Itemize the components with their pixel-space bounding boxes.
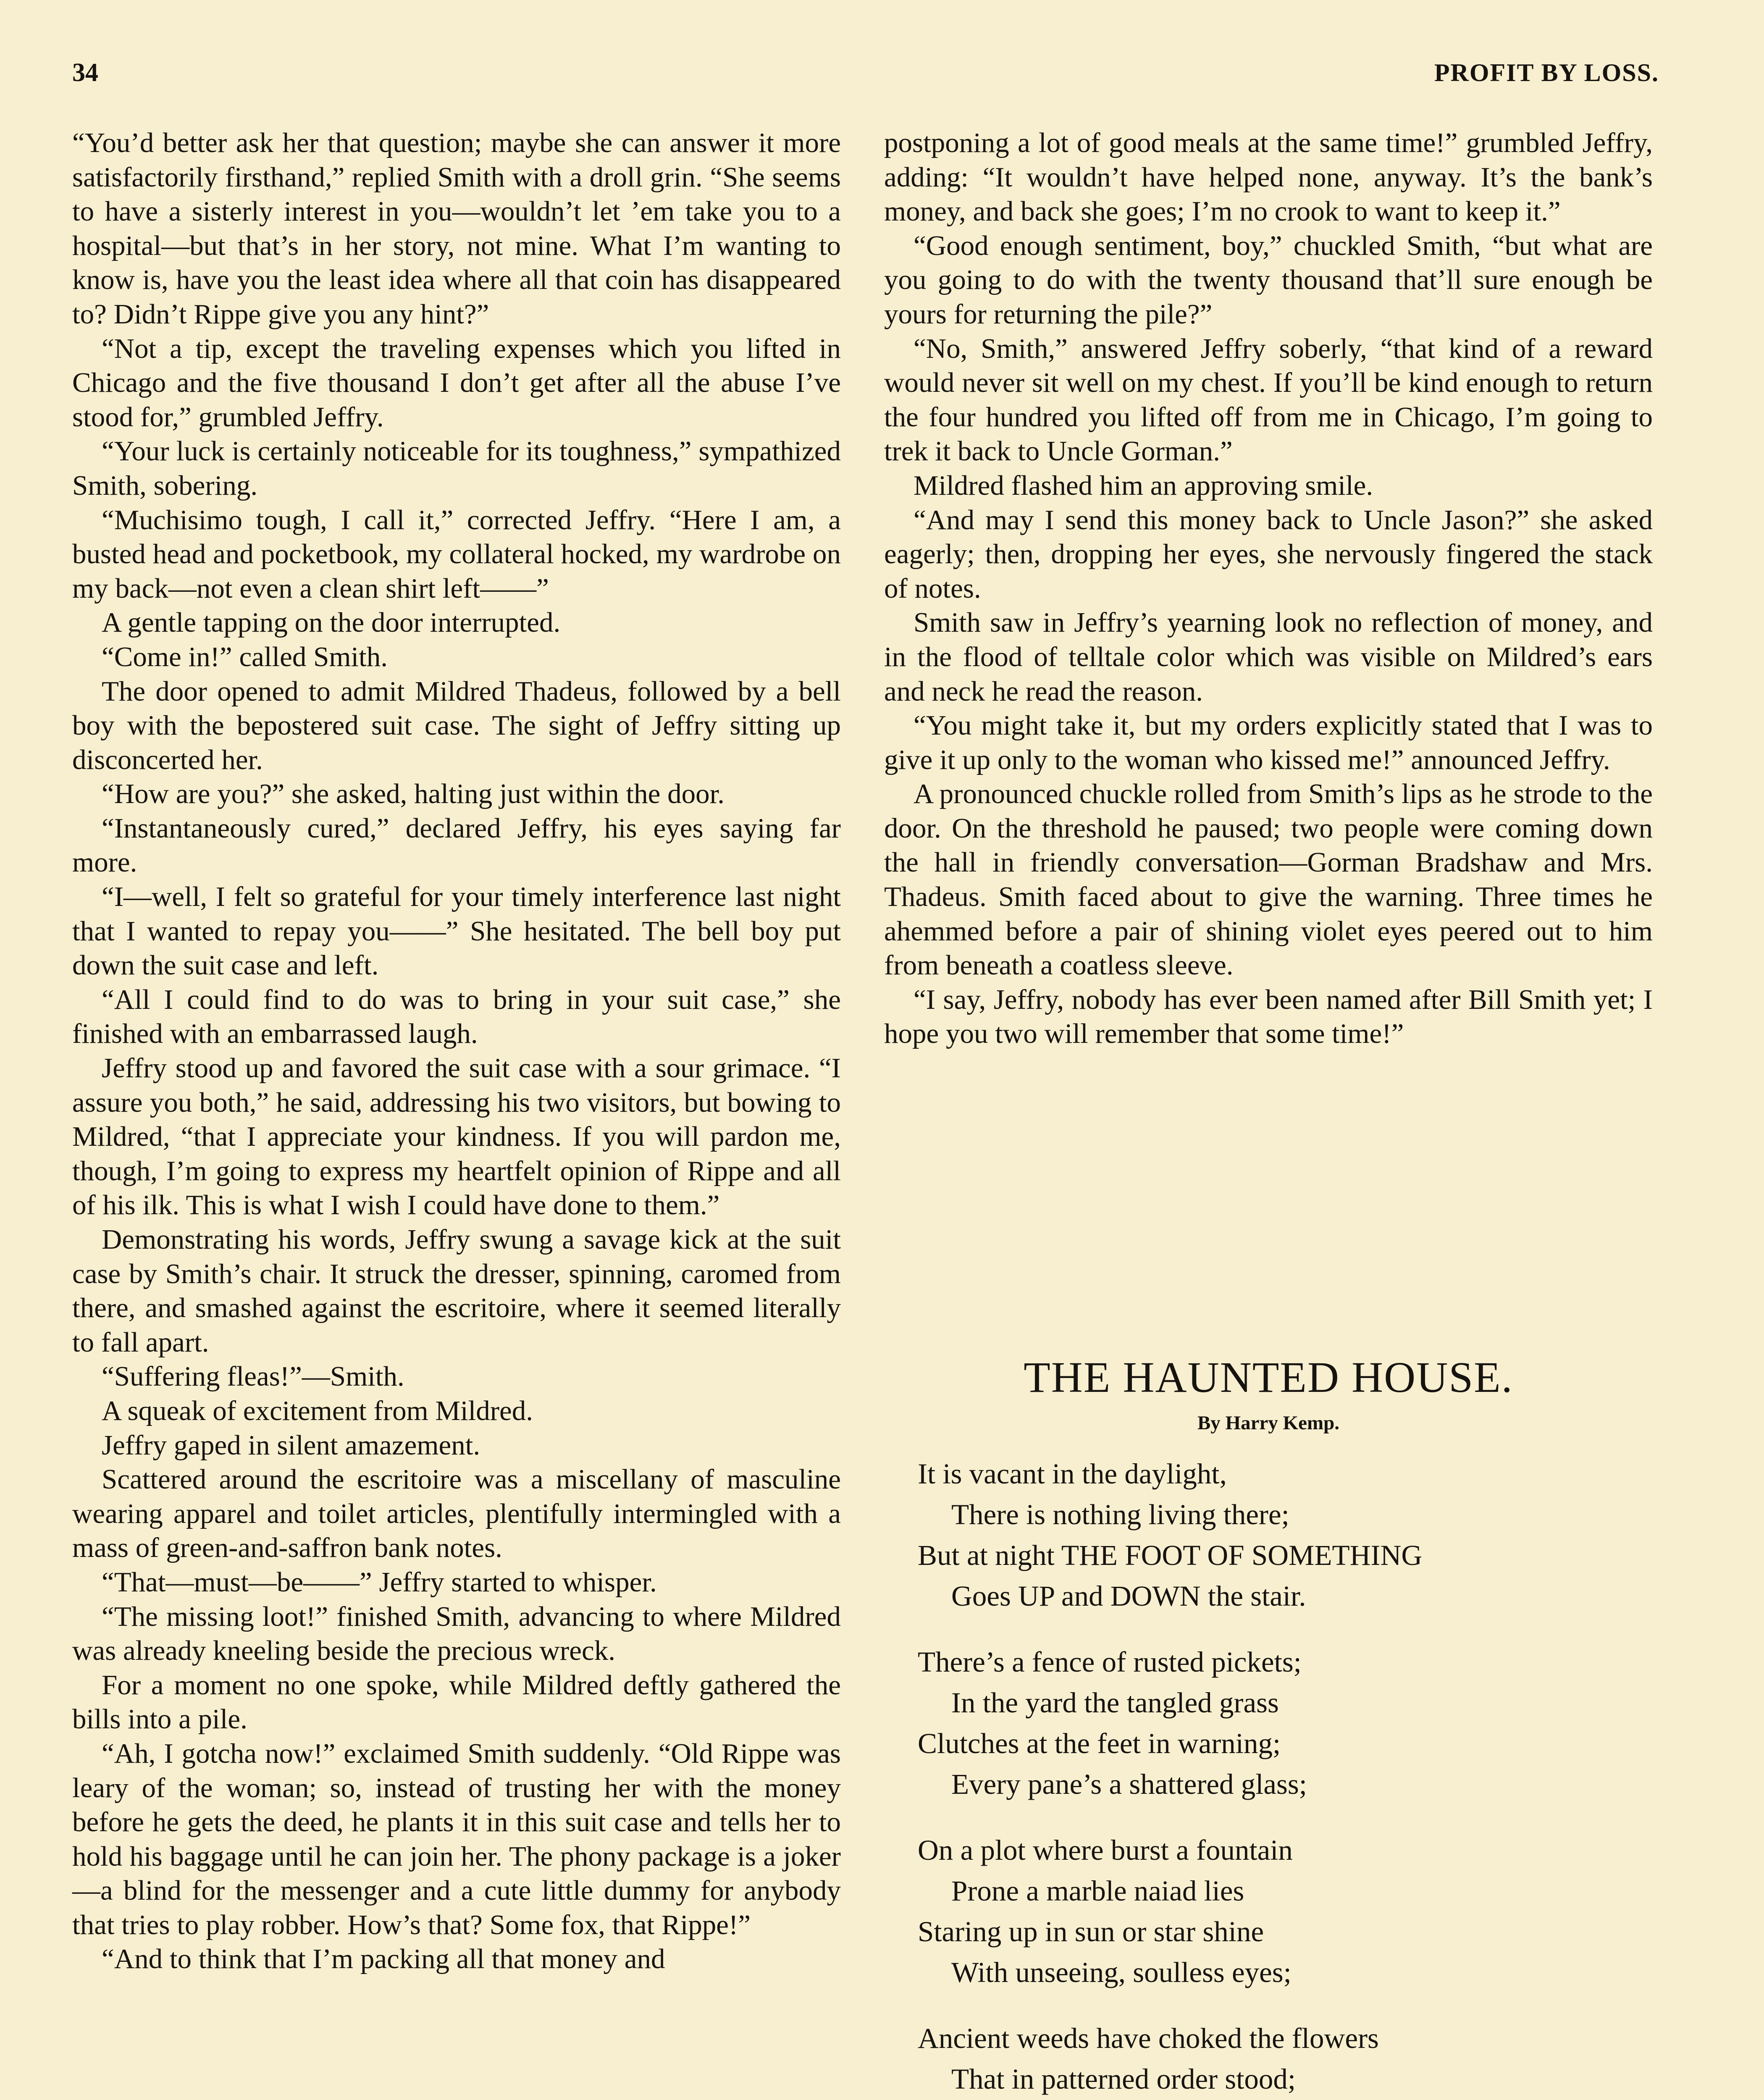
poem-line: It is vacant in the daylight, xyxy=(918,1458,1227,1490)
paragraph: postponing a lot of good meals at the same time!” grumbled Jeffry, adding: “It wouldn’t have helped none, anyway. It’s the bank’s money, and back she goes; I’m no crook to want to keep it.” xyxy=(884,127,1653,227)
poem-line: With unseeing, soulless eyes; xyxy=(951,1956,1292,1988)
poem-byline: By Harry Kemp. xyxy=(1197,1412,1340,1434)
poem xyxy=(884,1350,1653,2100)
paragraph: “No, Smith,” answered Jeffry soberly, “that kind of a reward would never sit well on my chest. If you’ll be kind enough to return the four hundred you lifted off from me in Chicago, I’m going to trek it back to Uncle Gorman.” xyxy=(884,333,1653,467)
paragraph: “Instantaneously cured,” declared Jeffry, his eyes saying far more. xyxy=(72,812,841,878)
paragraph: A pronounced chuckle rolled from Smith’s lips as he strode to the door. On the threshold he paused; two people were coming down the hall in friendly conversation—Gorman Bradshaw and Mrs. Thadeus. Smith faced about to give the warning. Three times he ahemmed before a pair of shining violet eyes peered out to him from beneath a coatless sleeve. xyxy=(884,778,1653,981)
paragraph: “All I could find to do was to bring in your suit case,” she finished with an embarrassed laugh. xyxy=(72,984,841,1050)
paragraph: A gentle tapping on the door interrupted. xyxy=(102,607,561,638)
page-number: 34 xyxy=(72,58,98,87)
paragraph: “Muchisimo tough, I call it,” corrected Jeffry. “Here I am, a busted head and pocketbook, my collateral hocked, my wardrobe on my back—not even a clean shirt left——” xyxy=(72,504,841,604)
poem-line: On a plot where burst a fountain xyxy=(918,1834,1293,1866)
poem-stanza xyxy=(918,1642,1653,1805)
paragraph: “You might take it, but my orders explicitly stated that I was to give it up only to the woman who kissed me!” announced Jeffry. xyxy=(884,710,1653,775)
page-header xyxy=(72,54,1659,100)
paragraph: “And to think that I’m packing all that money and xyxy=(102,1943,665,1975)
paragraph: “Not a tip, except the traveling expenses which you lifted in Chicago and the five thousand I don’t get after all the abuse I’ve stood for,” grumbled Jeffry. xyxy=(72,333,841,433)
poem-line: Goes UP and DOWN the stair. xyxy=(951,1580,1306,1612)
paragraph: Scattered around the escritoire was a miscellany of masculine wearing apparel and toilet articles, plentifully intermingled with a mass of green-and-saffron bank notes. xyxy=(72,1464,841,1564)
paragraph: “Good enough sentiment, boy,” chuckled Smith, “but what are you going to do with the twenty thousand that’ll sure enough be yours for returning the pile?” xyxy=(884,230,1653,330)
paragraph: A squeak of excitement from Mildred. xyxy=(102,1395,533,1426)
poem-line: But at night THE FOOT OF SOMETHING xyxy=(918,1539,1423,1571)
paragraph: “The missing loot!” finished Smith, advancing to where Mildred was already kneeling beside the precious wreck. xyxy=(72,1601,841,1667)
paragraph: For a moment no one spoke, while Mildred deftly gathered the bills into a pile. xyxy=(72,1669,841,1735)
poem-line: Prone a marble naiad lies xyxy=(951,1875,1244,1907)
poem-line: Ancient weeds have choked the flowers xyxy=(918,2022,1379,2054)
poem-stanza xyxy=(918,2018,1653,2100)
running-title: PROFIT BY LOSS. xyxy=(1434,59,1659,87)
poem-line: Clutches at the feet in warning; xyxy=(918,1727,1281,1759)
paragraph: “You’d better ask her that question; maybe she can answer it more satisfactorily firsthand,” replied Smith with a droll grin. “She seems to have a sisterly interest in you—wouldn’t let ’em take you to a hospital—but that’s in her story, not mine. What I’m wanting to know is, have you the least idea where all that coin has disappeared to? Didn’t Rippe give you any hint?” xyxy=(72,127,841,330)
poem-title: THE HAUNTED HOUSE. xyxy=(1024,1353,1513,1402)
paragraph: Mildred flashed him an approving smile. xyxy=(914,470,1373,501)
poem-line: Every pane’s a shattered glass; xyxy=(951,1768,1307,1800)
paragraph: “Your luck is certainly noticeable for its toughness,” sympathized Smith, sobering. xyxy=(72,436,841,501)
paragraph: Smith saw in Jeffry’s yearning look no reflection of money, and in the flood of telltale color which was visible on Mildred’s ears and neck he read the reason. xyxy=(884,607,1653,707)
paragraph: “Come in!” called Smith. xyxy=(102,641,388,672)
paragraph: “Suffering fleas!”—Smith. xyxy=(102,1361,404,1392)
poem-line: That in patterned order stood; xyxy=(951,2063,1296,2095)
paragraph: “And may I send this money back to Uncle Jason?” she asked eagerly; then, dropping her eyes, she nervously fingered the stack of notes. xyxy=(884,504,1653,604)
paragraph: Jeffry stood up and favored the suit case with a sour grimace. “I assure you both,” he said, addressing his two visitors, but bowing to Mildred, “that I appreciate your kindness. If you will pardon me, though, I’m going to express my heartfelt opinion of Rippe and all of his ilk. This is what I wish I could have done to them.” xyxy=(72,1053,841,1221)
paragraph: “That—must—be——” Jeffry started to whisper. xyxy=(102,1566,657,1598)
story-column-left xyxy=(72,126,841,1977)
paragraph: The door opened to admit Mildred Thadeus, followed by a bell boy with the bepostered suit case. The sight of Jeffry sitting up disconcerted her. xyxy=(72,675,841,775)
paragraph: “Ah, I gotcha now!” exclaimed Smith suddenly. “Old Rippe was leary of the woman; so, instead of trusting her with the money before he gets the deed, he plants it in this suit case and tells her to hold his baggage until he can join her. The phony package is a joker—a blind for the messenger and a cute little dummy for anybody that tries to play robber. How’s that? Some fox, that Rippe!” xyxy=(72,1738,841,1940)
poem-stanza xyxy=(918,1454,1653,1617)
poem-line: There’s a fence of rusted pickets; xyxy=(918,1646,1302,1678)
paragraph: “I say, Jeffry, nobody has ever been named after Bill Smith yet; I hope you two will remember that some time!” xyxy=(884,984,1653,1050)
poem-line: Staring up in sun or star shine xyxy=(918,1916,1264,1948)
paragraph: “I—well, I felt so grateful for your timely interference last night that I wanted to repay you——” She hesitated. The bell boy put down the suit case and left. xyxy=(72,881,841,981)
paragraph: “How are you?” she asked, halting just within the door. xyxy=(102,778,724,810)
paragraph: Jeffry gaped in silent amazement. xyxy=(102,1429,480,1461)
poem-line: There is nothing living there; xyxy=(951,1499,1289,1530)
poem-line: In the yard the tangled grass xyxy=(951,1687,1279,1719)
story-column-right xyxy=(884,126,1653,1051)
paragraph: Demonstrating his words, Jeffry swung a savage kick at the suit case by Smith’s chair. It struck the dresser, spinning, caromed from there, and smashed against the escritoire, where it seemed literally to fall apart. xyxy=(72,1224,841,1358)
poem-stanza xyxy=(918,1830,1653,1993)
